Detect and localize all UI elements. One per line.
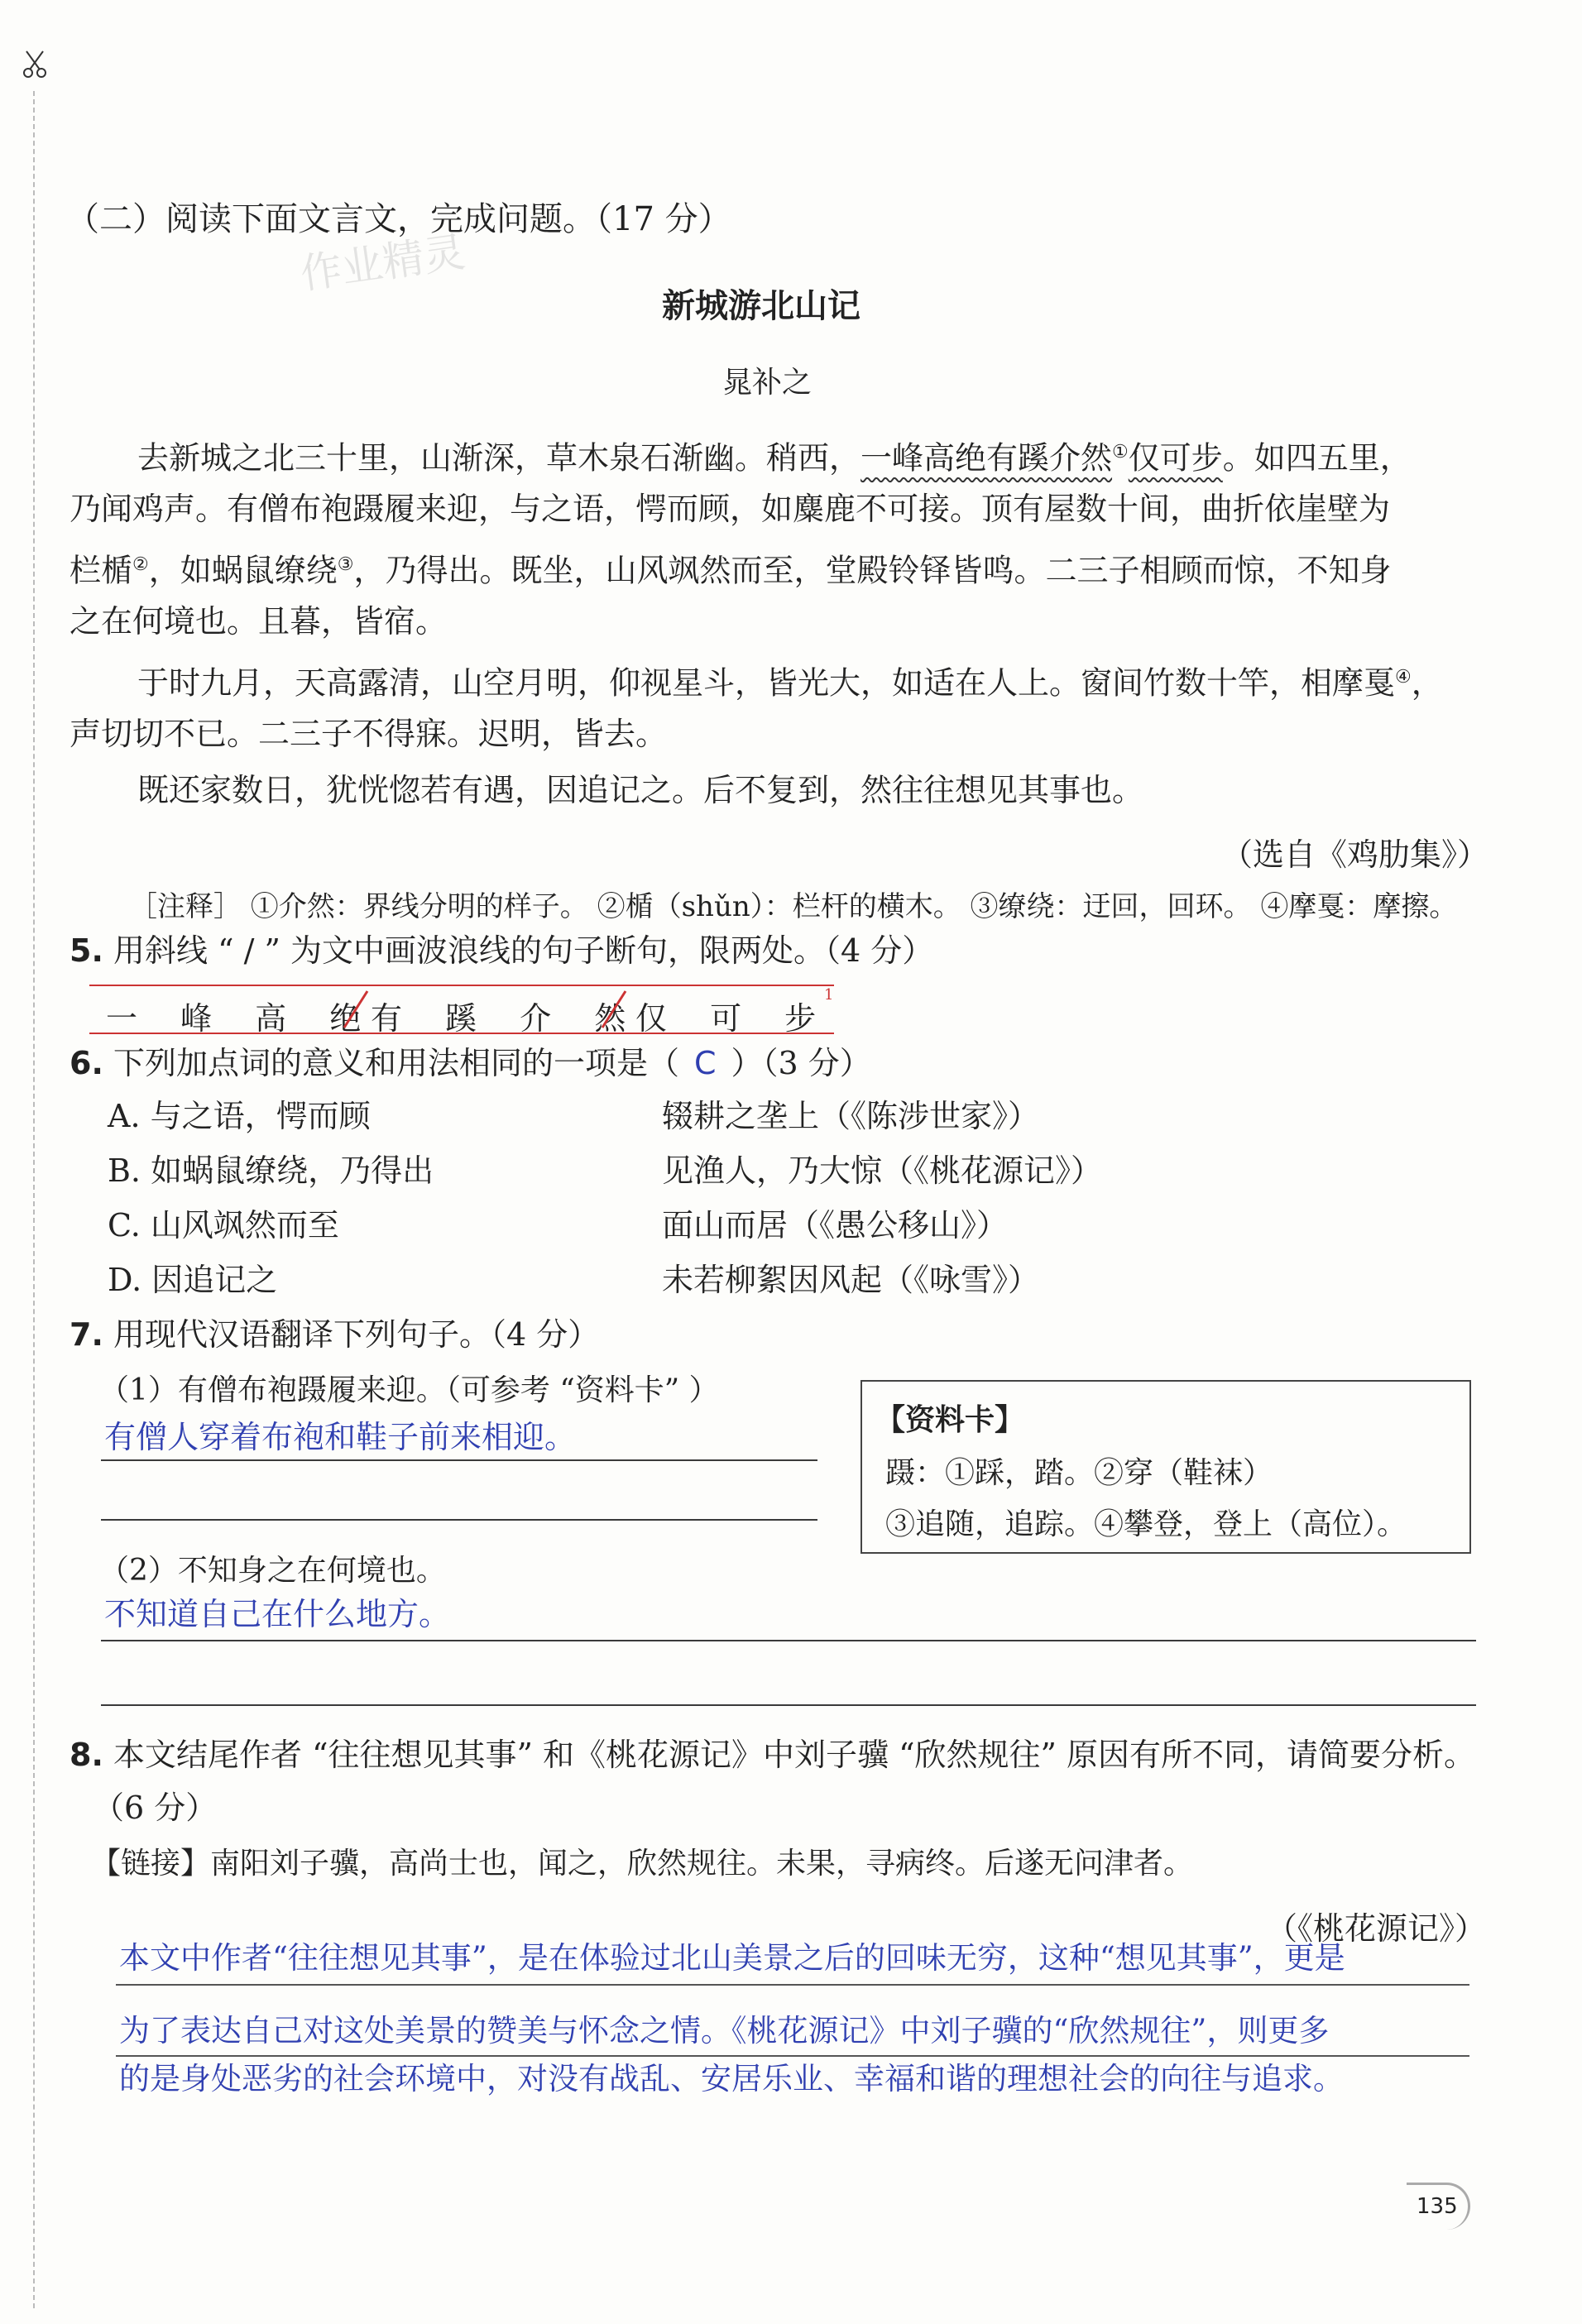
article-title: 新城游北山记	[662, 287, 861, 325]
q7-sub2: （2）不知身之在何境也。	[99, 1554, 446, 1588]
q5-chars-group2: 有 蹊 介 然	[371, 1000, 643, 1037]
cut-line	[33, 91, 35, 2308]
q6-option-b-left: B. 如蜗鼠缭绕，乃得出	[108, 1152, 434, 1189]
article-p2-line1: 于时九月，天高露清，山空月明，仰视星斗，皆光大，如适在人上。窗间竹数十竿，相摩戛④，	[137, 664, 1443, 702]
q6-option-c-left: C. 山风飒然而至	[108, 1207, 339, 1243]
page-number: 135	[1417, 2194, 1458, 2219]
section-title: （二）阅读下面文言文，完成问题。（17 分）	[66, 200, 731, 238]
q8-answer-underline-1	[116, 1984, 1469, 1986]
q8-prompt: 8. 本文结尾作者 “往往想见其事” 和《桃花源记》中刘子骥 “欣然规往” 原因有所不同，请简要分析。	[70, 1737, 1476, 1773]
q7-answer-line-1	[101, 1459, 817, 1461]
info-card-title: 【资料卡】	[875, 1403, 1025, 1437]
scissors-icon	[18, 48, 51, 81]
q5-slash-2	[597, 989, 630, 1029]
q6-option-b-right: 见渔人，乃大惊（《桃花源记》）	[662, 1152, 1103, 1189]
q8-link-source: （《桃花源记》）	[1266, 1910, 1487, 1947]
q6-answer: C	[694, 1045, 717, 1081]
info-card-line1: 蹑：①踩，踏。②穿（鞋袜）	[885, 1456, 1273, 1490]
q6-option-d-right: 未若柳絮因风起（《咏雪》）	[662, 1262, 1040, 1298]
info-card-line2: ③追随，追踪。④攀登，登上（高位）。	[885, 1507, 1407, 1541]
q8-answer-underline-2	[116, 2055, 1469, 2057]
q8-answer-line1: 本文中作者“往往想见其事”，是在体验过北山美景之后的回味无穷，这种“想见其事”，更是	[119, 1940, 1345, 1976]
article-p1-line1: 去新城之北三十里，山渐深，草木泉石渐幽。稍西，一峰高绝有蹊介然①仅可步。如四五里，	[137, 439, 1412, 477]
q7-answer2: 不知道自己在什么地方。	[104, 1596, 451, 1632]
article-p3: 既还家数日，犹恍惚若有遇，因追记之。后不复到，然往往想见其事也。	[137, 772, 1144, 808]
article-notes: ［注释］ ①介然：界线分明的样子。 ②楯（shǔn）：栏杆的横木。 ③缭绕：迂回，回环。 ④摩戛：摩擦。	[129, 890, 1458, 923]
article-source: （选自《鸡肋集》）	[1221, 836, 1489, 873]
article-p1-line2: 乃闻鸡声。有僧布袍蹑履来迎，与之语，愕而顾，如麋鹿不可接。顶有屋数十间，曲折依崖壁为	[70, 491, 1391, 527]
article-author: 晁补之	[722, 366, 813, 400]
q6-option-d-left: D. 因追记之	[108, 1262, 278, 1298]
watermark: 作业精灵	[297, 228, 468, 299]
q7-prompt: 7. 用现代汉语翻译下列句子。（4 分）	[70, 1316, 600, 1353]
q6-option-a-right: 辍耕之垄上（《陈涉世家》）	[662, 1098, 1040, 1134]
q6-prompt: 6. 下列加点词的意义和用法相同的一项是（ C ）（3 分）	[70, 1045, 871, 1081]
q5-prompt: 5. 用斜线 “ / ” 为文中画波浪线的句子断句，限两处。（4 分）	[70, 932, 934, 969]
q5-chars-group3: 仅 可 步	[635, 1000, 833, 1037]
article-p2-line2: 声切切不已。二三子不得寐。迟明，皆去。	[70, 716, 668, 752]
article-p1-line3: 栏楯②，如蜗鼠缭绕③，乃得出。既坐，山风飒然而至，堂殿铃铎皆鸣。二三子相顾而惊，不知身	[70, 552, 1392, 589]
q5-slash-1	[339, 989, 372, 1029]
q6-option-a-left: A. 与之语，愕而顾	[108, 1098, 371, 1134]
q5-chars-group1: 一 峰 高 绝	[106, 1000, 378, 1037]
q7-answer1: 有僧人穿着布袍和鞋子前来相迎。	[104, 1419, 577, 1455]
q7-answer-line-4	[101, 1704, 1476, 1706]
q7-sub1: （1）有僧布袍蹑履来迎。（可参考 “资料卡” ）	[99, 1373, 719, 1407]
q7-answer-line-2	[101, 1519, 817, 1521]
q8-link: 【链接】南阳刘子骥，高尚士也，闻之，欣然规往。未果，寻病终。后遂无问津者。	[91, 1847, 1194, 1881]
q8-answer-line3: 的是身处恶劣的社会环境中，对没有战乱、安居乐业、幸福和谐的理想社会的向往与追求。	[119, 2061, 1344, 2096]
q7-answer-line-3	[101, 1640, 1476, 1641]
q8-score: （6 分）	[93, 1790, 218, 1826]
article-p1-line4: 之在何境也。且暮，皆宿。	[70, 603, 448, 640]
q8-answer-line2: 为了表达自己对这处美景的赞美与怀念之情。《桃花源记》中刘子骥的“欣然规往”，则更多	[119, 2013, 1330, 2048]
q5-score-mark: 1	[824, 986, 834, 1004]
q6-option-c-right: 面山而居（《愚公移山》）	[662, 1207, 1009, 1243]
wavy-sentence: 一峰高绝有蹊介然	[861, 439, 1113, 477]
